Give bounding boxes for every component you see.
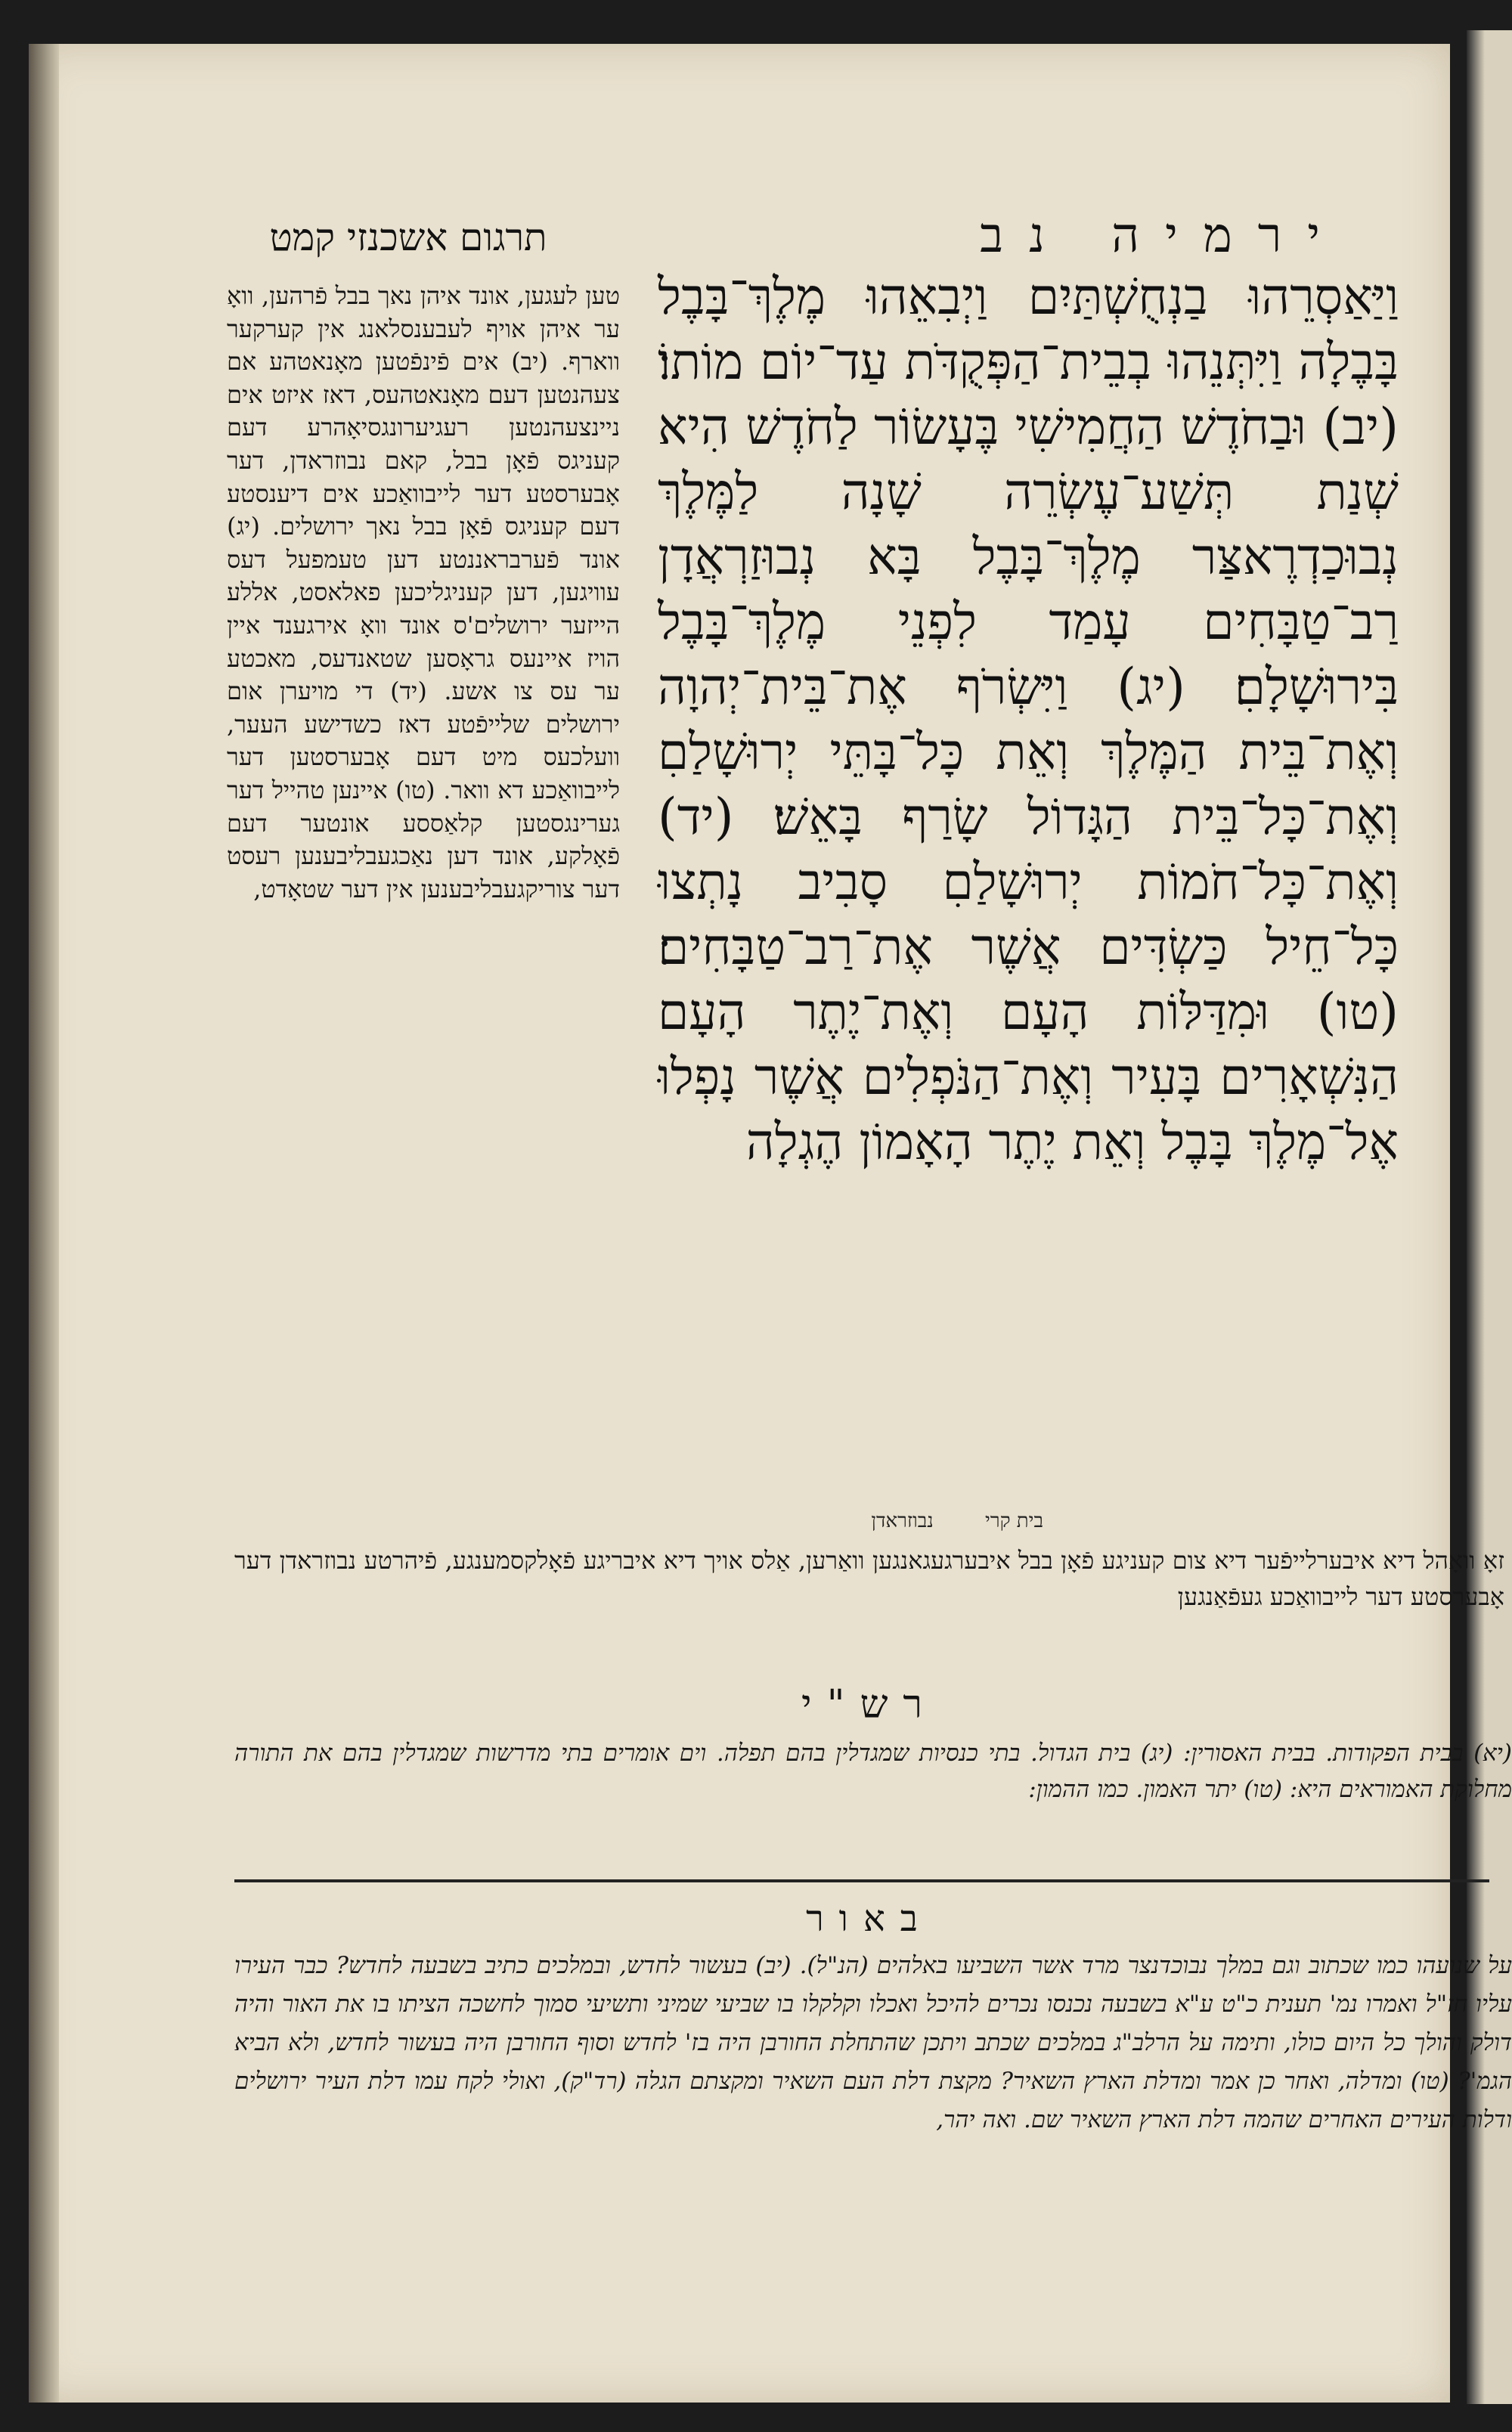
biur-commentary: על שנועהו כמו שכתוב וגם במלך נבוכדנצר מרד אשר השביעו באלהים (הנ"ל). (יב) בעשור לחדש, ובמלכים כתיב בשבעה לחדש? כבר העירו עליו חז"ל ואמרו נמ' תענית כ"ט ע"א בשבעה נכנסו נכרים להיכל ואכלו וקלקלו בו שביעי שמיני ותשיעי סמוך לחשכה הציתו בו את האור והיה דולק והולך כל היום כולו, ותימה על הרלב"ג במלכים שכתב ויתכן שהתחלת החורבן היה בז' לחדש וסוף החורבן היה בעשור לחדש, ולא הביא הגמ'? (טו) ומדלה, ואחר כן אמר ומדלת הארץ השאיר? מקצת דלת העם השאיר ומקצתם הגלה (רד"ק), ואולי לקח עמו דלת העיר ירושלים ודלות העירים האחרים שהמה דלת הארץ השאיר שם. ואה יהר,	[234, 1952, 1512, 2133]
hebrew-scripture-text: וַיַּאַסְרֵהוּ בַנְחֻשְׁתַּיִם וַיְבִאֵהוּ מֶלֶךְ־בָּבֶל בָּבֶלָה וַיִּתְּנֵהוּ בְבֵית־הַפְּקֻדֹּת עַד־יוֹם מוֹתוֹ׃ (יב) וּבַחֹדֶשׁ הַחֲמִישִׁי בֶּעָשׂוֹר לַחֹדֶשׁ הִיא שְׁנַת תְּשַׁע־עֶשְׂרֵה שָׁנָה לַמֶּלֶךְ נְבוּכַדְרֶאצַּר מֶלֶךְ־בָּבֶל בָּא נְבוּזַרְאֲדָן רַב־טַבָּחִים עָמַד לִפְנֵי מֶלֶךְ־בָּבֶל בִּירוּשָׁלָםִ׃ (יג) וַיִּשְׂרֹף אֶת־בֵּית־יְהוָה וְאֶת־בֵּית הַמֶּלֶךְ וְאֵת כָּל־בָּתֵּי יְרוּשָׁלַםִ וְאֶת־כָּל־בֵּית הַגָּדוֹל שָׂרַף בָּאֵשׁ׃ (יד) וְאֶת־כָּל־חֹמוֹת יְרוּשָׁלַםִ סָבִיב נָתְצוּ כָּל־חֵיל כַּשְׂדִּים אֲשֶׁר אֶת־רַב־טַבָּחִים׃ (טו) וּמִדַּלּוֹת הָעָם וְאֶת־יֶתֶר הָעָם הַנִּשְׁאָרִים בָּעִיר וְאֶת־הַנֹּפְלִים אֲשֶׁר נָפְלוּ אֶל־מֶלֶךְ בָּבֶל וְאֵת יֶתֶר הָאָמוֹן הֶגְלָה	[658, 268, 1399, 1171]
yiddish-translation-continuation: זאָ וואָהל דיא איבערלייפֿער דיא צום קעניגע פֿאָן בבל איבערגעגאנגען וואַרען, אַלס אויך דיא איבריגע פֿאָלקסמענגע, פֿיהרטע נבוזראדן דער אָבערסטע דער לייבוואַכע געפֿאַנגען	[234, 1546, 1504, 1611]
biur-heading: באור	[806, 1898, 933, 1940]
section-divider	[234, 1879, 1489, 1882]
kri-note-right: בית קרי	[985, 1510, 1043, 1532]
binding-gutter	[29, 44, 59, 2403]
rashi-heading: רש"י	[801, 1682, 937, 1727]
kri-note-left: נבוזראדן	[871, 1510, 934, 1532]
kri-ketiv-note	[726, 1510, 1043, 1532]
book-chapter-header: ירמיה נב	[980, 208, 1346, 264]
rashi-commentary: (יא) בבית הפקודות. בבית האסורין: (יג) בית הגדול. בתי כנסיות שמגדלין בהם תפלה. וים אומרים בתי מדרשות שמגדלין בהם את התורה מחלוקת האמוראים היא: (טו) יתר האמון. כמו ההמון:	[234, 1740, 1512, 1803]
yiddish-translation-column: טען לעגען, אונד איהן נאך בבל פֿרהען, וואָ ער איהן אויף לעבענסלאנג אין קערקער ווארף. (יב) אים פֿינפֿטען מאָנאטהע אם צעהנטען דעם מאָנאטהעס, דאז איזט אים ניינצעהנטען רעגיערונגסיאָהרע דעם קעניגס פֿאָן בבל, קאם נבוזראדן, דער אָבערסטע דער לייבוואַכע אים דיענסטע דעם קעניגס פֿאָן בבל נאך ירושלים. (יג) אונד פֿערבראננטע דען טעמפעל דעס עוויגען, דען קעניגליכען פאלאסט, אללע הייזער ירושלים'ס אונד וואָ אירגענד איין הויז איינעס גראָסען שטאנדעס, מאכטע ער עס צו אשע. (יד) די מויערן אום ירושלים שלייפֿטע דאז כשדישע העער, וועלכעס מיט דעם אָבערסטען דער לייבוואַכע דא וואר. (טו) איינען טהייל דער גערינגסטען קלאַססע אונטער דעם פֿאָלקע, אונד דען נאַכגעבליבענען רעסט דער צוריקגעבליבענען אין דער שטאָדט,	[227, 281, 620, 903]
targum-header: תרגום אשכנזי קמט	[269, 215, 547, 259]
